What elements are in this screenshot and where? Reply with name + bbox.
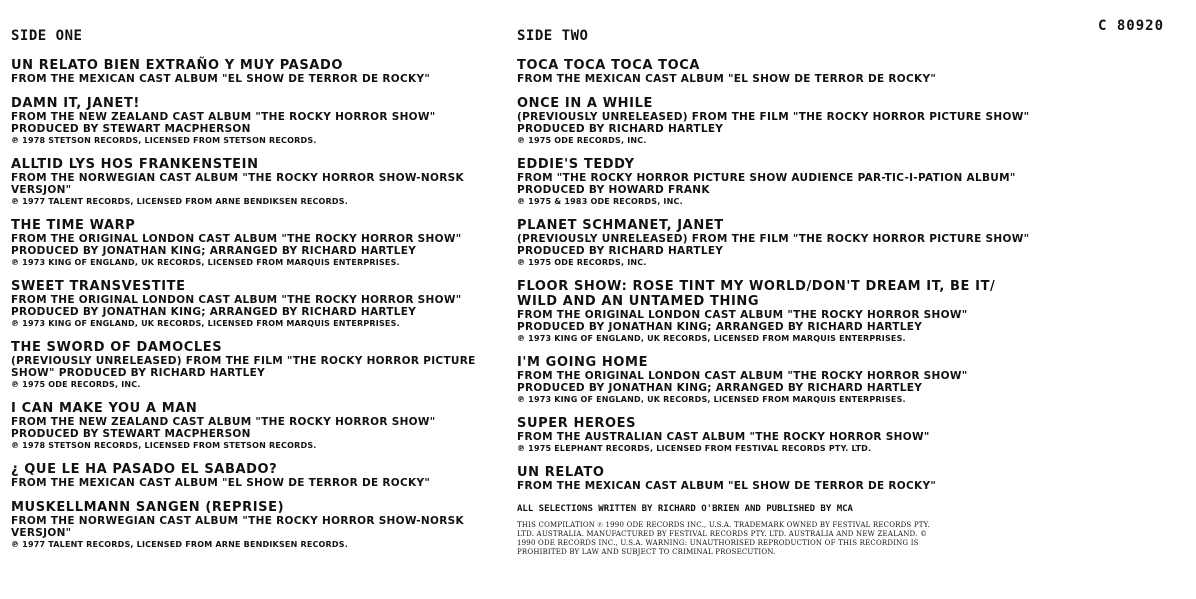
track-title: THE SWORD OF DAMOCLES bbox=[11, 340, 223, 355]
track-source-line: FROM THE MEXICAN CAST ALBUM "EL SHOW DE TERROR DE ROCKY" bbox=[517, 480, 937, 492]
track-title: ALLTID LYS HOS FRANKENSTEIN bbox=[11, 157, 259, 172]
track-title: SWEET TRANSVESTITE bbox=[11, 279, 186, 294]
track-entry bbox=[11, 462, 506, 489]
track-source-line: FROM THE ORIGINAL LONDON CAST ALBUM "THE ROCKY HORROR SHOW" bbox=[11, 233, 462, 245]
track-title: DAMN IT, JANET! bbox=[11, 96, 140, 111]
track-source-line: FROM THE MEXICAN CAST ALBUM "EL SHOW DE TERROR DE ROCKY" bbox=[11, 477, 431, 489]
track-copyright: ℗ 1975 ELEPHANT RECORDS, LICENSED FROM FESTIVAL RECORDS PTY. LTD. bbox=[517, 444, 872, 453]
side-one-heading: SIDE ONE bbox=[11, 28, 83, 44]
track-copyright: ℗ 1973 KING OF ENGLAND, UK RECORDS, LICENSED FROM MARQUIS ENTERPRISES. bbox=[517, 334, 906, 343]
track-copyright: ℗ 1973 KING OF ENGLAND, UK RECORDS, LICENSED FROM MARQUIS ENTERPRISES. bbox=[517, 395, 906, 404]
track-entry bbox=[11, 401, 506, 451]
track-entry bbox=[11, 500, 506, 550]
track-copyright: ℗ 1978 STETSON RECORDS, LICENSED FROM STETSON RECORDS. bbox=[11, 136, 317, 145]
side-two-track-list bbox=[517, 58, 1037, 492]
track-entry bbox=[517, 355, 1037, 405]
track-source-line: FROM THE AUSTRALIAN CAST ALBUM "THE ROCKY HORROR SHOW" bbox=[517, 431, 930, 443]
track-title: TOCA TOCA TOCA TOCA bbox=[517, 58, 701, 73]
track-source-line: (PREVIOUSLY UNRELEASED) FROM THE FILM "THE ROCKY HORROR PICTURE SHOW" PRODUCED BY RICHARD HARTLEY bbox=[11, 355, 476, 379]
track-source-line: FROM THE NORWEGIAN CAST ALBUM "THE ROCKY HORROR SHOW-NORSK VERSJON" bbox=[11, 172, 464, 196]
track-source-line: PRODUCED BY STEWART MACPHERSON bbox=[11, 123, 251, 135]
track-source-line: PRODUCED BY JONATHAN KING; ARRANGED BY RICHARD HARTLEY bbox=[517, 382, 923, 394]
track-copyright: ℗ 1975 ODE RECORDS, INC. bbox=[11, 380, 141, 389]
track-source-line: PRODUCED BY JONATHAN KING; ARRANGED BY RICHARD HARTLEY bbox=[517, 321, 923, 333]
track-copyright: ℗ 1975 & 1983 ODE RECORDS, INC. bbox=[517, 197, 683, 206]
track-title: ¿ QUE LE HA PASADO EL SABADO? bbox=[11, 462, 278, 477]
track-title: UN RELATO BIEN EXTRAÑO Y MUY PASADO bbox=[11, 58, 343, 73]
track-source-line: (PREVIOUSLY UNRELEASED) FROM THE FILM "THE ROCKY HORROR PICTURE SHOW" PRODUCED BY RICHARD HARTLEY bbox=[517, 111, 1030, 135]
legal-notice: THIS COMPILATION ℗ 1990 ODE RECORDS INC., U.S.A. TRADEMARK OWNED BY FESTIVAL RECORDS PTY. LTD. AUSTRALIA. MANUFACTURED BY FESTIVAL RECORDS PTY. LTD. AUSTRALIA AND NEW ZEALAND. © 1990 ODE RECORDS INC., U.S.A. WARNING: UNAUTHORISED REPRODUCTION OF THIS RECORDING IS PROHIBITED BY LAW AND SUBJECT TO CRIMINAL PROSECUTION. bbox=[517, 521, 930, 556]
track-source-line: FROM THE NORWEGIAN CAST ALBUM "THE ROCKY HORROR SHOW-NORSK VERSJON" bbox=[11, 515, 464, 539]
track-entry bbox=[517, 58, 1037, 85]
track-source-line: PRODUCED BY JONATHAN KING; ARRANGED BY RICHARD HARTLEY bbox=[11, 306, 417, 318]
side-one-column bbox=[11, 28, 506, 561]
track-title: UN RELATO bbox=[517, 465, 605, 480]
track-source-line: FROM THE ORIGINAL LONDON CAST ALBUM "THE ROCKY HORROR SHOW" bbox=[517, 370, 968, 382]
track-source-line: FROM THE NEW ZEALAND CAST ALBUM "THE ROCKY HORROR SHOW" bbox=[11, 111, 436, 123]
track-title: I'M GOING HOME bbox=[517, 355, 649, 370]
track-title: EDDIE'S TEDDY bbox=[517, 157, 635, 172]
track-copyright: ℗ 1973 KING OF ENGLAND, UK RECORDS, LICENSED FROM MARQUIS ENTERPRISES. bbox=[11, 258, 400, 267]
track-source-line: FROM "THE ROCKY HORROR PICTURE SHOW AUDIENCE PAR-TIC-I-PATION ALBUM" PRODUCED BY HOWARD FRANK bbox=[517, 172, 1016, 196]
track-title: SUPER HEROES bbox=[517, 416, 637, 431]
track-source-line: FROM THE MEXICAN CAST ALBUM "EL SHOW DE TERROR DE ROCKY" bbox=[11, 73, 431, 85]
track-source-line: (PREVIOUSLY UNRELEASED) FROM THE FILM "THE ROCKY HORROR PICTURE SHOW" PRODUCED BY RICHARD HARTLEY bbox=[517, 233, 1030, 257]
track-entry bbox=[517, 465, 1037, 492]
track-source-line: FROM THE NEW ZEALAND CAST ALBUM "THE ROCKY HORROR SHOW" bbox=[11, 416, 436, 428]
track-entry bbox=[517, 218, 1037, 268]
track-copyright: ℗ 1975 ODE RECORDS, INC. bbox=[517, 258, 647, 267]
track-copyright: ℗ 1977 TALENT RECORDS, LICENSED FROM ARNE BENDIKSEN RECORDS. bbox=[11, 197, 348, 206]
track-source-line: PRODUCED BY JONATHAN KING; ARRANGED BY RICHARD HARTLEY bbox=[11, 245, 417, 257]
track-entry bbox=[11, 279, 506, 329]
track-source-line: FROM THE MEXICAN CAST ALBUM "EL SHOW DE TERROR DE ROCKY" bbox=[517, 73, 937, 85]
track-copyright: ℗ 1977 TALENT RECORDS, LICENSED FROM ARNE BENDIKSEN RECORDS. bbox=[11, 540, 348, 549]
track-entry bbox=[11, 340, 506, 390]
track-source-line: FROM THE ORIGINAL LONDON CAST ALBUM "THE ROCKY HORROR SHOW" bbox=[11, 294, 462, 306]
track-title: MUSKELLMANN SANGEN (REPRISE) bbox=[11, 500, 285, 515]
track-entry bbox=[517, 279, 1037, 344]
track-copyright: ℗ 1978 STETSON RECORDS, LICENSED FROM STETSON RECORDS. bbox=[11, 441, 317, 450]
track-title: I CAN MAKE YOU A MAN bbox=[11, 401, 198, 416]
catalog-number: C 80920 bbox=[1098, 18, 1165, 34]
track-entry bbox=[11, 58, 506, 85]
track-copyright: ℗ 1975 ODE RECORDS, INC. bbox=[517, 136, 647, 145]
track-source-line: PRODUCED BY STEWART MACPHERSON bbox=[11, 428, 251, 440]
side-one-track-list bbox=[11, 58, 506, 550]
track-title: PLANET SCHMANET, JANET bbox=[517, 218, 724, 233]
track-title: THE TIME WARP bbox=[11, 218, 136, 233]
track-entry bbox=[517, 157, 1037, 207]
track-entry bbox=[517, 416, 1037, 454]
track-entry bbox=[11, 96, 506, 146]
side-two-heading: SIDE TWO bbox=[517, 28, 589, 44]
track-entry bbox=[11, 157, 506, 207]
track-source-line: FROM THE ORIGINAL LONDON CAST ALBUM "THE ROCKY HORROR SHOW" bbox=[517, 309, 968, 321]
track-copyright: ℗ 1973 KING OF ENGLAND, UK RECORDS, LICENSED FROM MARQUIS ENTERPRISES. bbox=[11, 319, 400, 328]
side-two-column bbox=[517, 28, 1037, 557]
track-entry bbox=[517, 96, 1037, 146]
writing-credit: ALL SELECTIONS WRITTEN BY RICHARD O'BRIEN AND PUBLISHED BY MCA bbox=[517, 504, 853, 514]
track-entry bbox=[11, 218, 506, 268]
track-title: FLOOR SHOW: ROSE TINT MY WORLD/DON'T DREAM IT, BE IT/ WILD AND AN UNTAMED THING bbox=[517, 279, 996, 309]
track-title: ONCE IN A WHILE bbox=[517, 96, 653, 111]
